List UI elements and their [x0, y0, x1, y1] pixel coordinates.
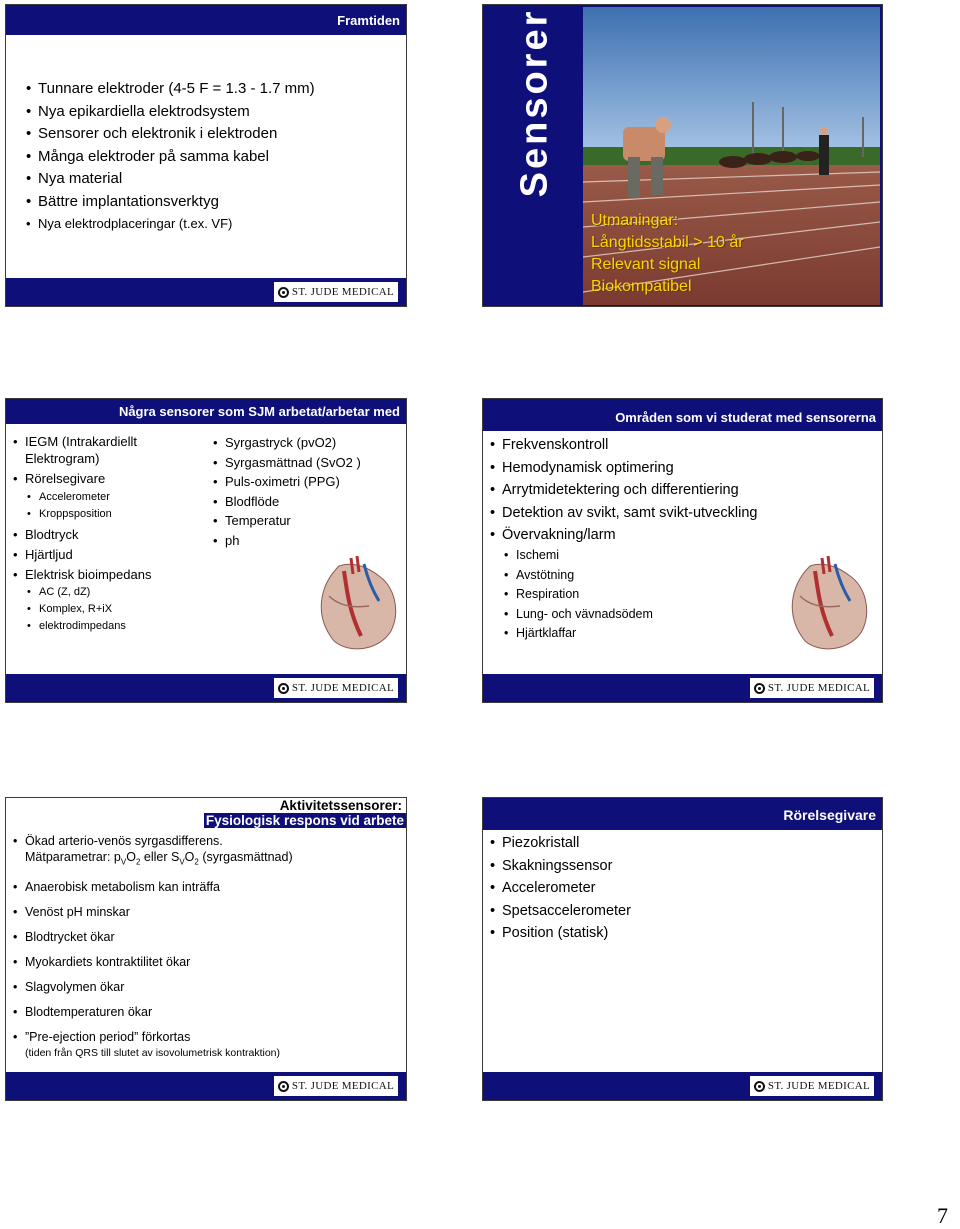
list-item	[11, 433, 151, 467]
list-item: • Anaerobisk metabolism kan inträffa	[11, 879, 293, 895]
left-bullet-list	[11, 433, 151, 635]
list-item: • Syrgasmättnad (SvO2 )	[211, 453, 361, 473]
caption-line: Långtidsstabil > 10 år	[591, 234, 744, 251]
slide-framtiden	[5, 4, 407, 307]
list-item: • Slagvolymen ökar	[11, 979, 293, 995]
text-part: eller S	[140, 850, 180, 864]
caption	[591, 210, 744, 298]
slide-title	[204, 798, 402, 828]
slide-title: Framtiden	[337, 13, 400, 28]
logo-icon	[754, 683, 765, 694]
title-line: Aktivitetssensorer:	[279, 798, 402, 813]
slide-title: Några sensorer som SJM arbetat/arbetar med	[118, 404, 400, 419]
sub-list-item: • Avstötning	[488, 566, 653, 586]
list-item: • Rörelsegivare	[11, 470, 151, 487]
vertical-title-text: Sensorer	[513, 8, 556, 198]
sub-list-item: • Kroppsposition	[11, 506, 151, 523]
list-item: • Puls-oximetri (PPG)	[211, 472, 361, 492]
logo-text: ST. JUDE MEDICAL	[767, 682, 870, 694]
slide-footer-bar	[483, 674, 882, 702]
caption-line: Utmaningar:	[591, 212, 679, 229]
sub-list-item: • Respiration	[488, 585, 653, 605]
list-item: • Elektrisk bioimpedans	[11, 566, 151, 583]
sub-list-item: • Komplex, R+iX	[11, 601, 151, 618]
text-part: 2	[194, 857, 199, 867]
list-item: • Övervakning/larm	[488, 524, 757, 547]
right-bullet-list	[211, 433, 361, 550]
title-line-text: Fysiologisk respons vid arbete	[205, 813, 404, 828]
sub-list-item: • Ischemi	[488, 546, 653, 566]
list-item: • Skakningssensor	[488, 855, 631, 878]
title-line	[204, 813, 406, 828]
list-item: • Spetsaccelerometer	[488, 900, 631, 923]
vertical-title	[491, 8, 579, 301]
list-item: • Blodtemperaturen ökar	[11, 1004, 293, 1020]
list-item: • Bättre implantationsverktyg	[24, 191, 315, 214]
slide-motion-sensors	[482, 797, 883, 1101]
list-item: • Blodflöde	[211, 492, 361, 512]
logo-text: ST. JUDE MEDICAL	[291, 682, 394, 694]
slide-title: Områden som vi studerat med sensorerna	[615, 410, 876, 425]
sub-list-item: • elektrodimpedans	[11, 618, 151, 635]
list-item: • Accelerometer	[488, 877, 631, 900]
list-item: • ph	[211, 531, 361, 551]
text-part: Mätparametrar: p	[25, 850, 121, 864]
bullet-list	[24, 78, 315, 236]
text-part: 2	[135, 857, 141, 867]
logo-text: ST. JUDE MEDICAL	[291, 286, 394, 298]
text-part: O	[184, 850, 195, 864]
list-item: • Position (statisk)	[488, 922, 631, 945]
text-part: V	[179, 857, 185, 867]
list-item: • Sensorer och elektronik i elektroden	[24, 123, 315, 146]
sub-list-item: • Hjärtklaffar	[488, 624, 653, 644]
caption-line: Biokompatibel	[591, 278, 692, 295]
list-item: • Piezokristall	[488, 832, 631, 855]
list-item: • Temperatur	[211, 511, 361, 531]
list-item-text-cont	[25, 849, 293, 871]
slide-header-bar	[483, 798, 882, 830]
list-item: • Nya material	[24, 168, 315, 191]
bullet-list	[488, 832, 631, 945]
list-item: • Blodtryck	[11, 526, 151, 543]
st-jude-logo	[274, 678, 398, 698]
slide-header-bar	[483, 399, 882, 431]
list-item: • Arrytmidetektering och differentiering	[488, 479, 757, 502]
list-item: • Nya epikardiella elektrodsystem	[24, 101, 315, 124]
slide-research-areas	[482, 398, 883, 703]
list-item: • Syrgastryck (pvO2)	[211, 433, 361, 453]
list-item-text-cont: Elektrogram)	[25, 451, 100, 466]
list-item-note: (tiden från QRS till slutet av isovolumetrisk kontraktion)	[25, 1046, 281, 1059]
list-item-text: • IEGM (Intrakardiellt	[25, 434, 137, 449]
list-item-text: • Ökad arterio-venös syrgasdifferens.	[25, 834, 223, 848]
list-item: • Hemodynamisk optimering	[488, 457, 757, 480]
sub-list-item: • Accelerometer	[11, 489, 151, 506]
page-number: 7	[937, 1203, 948, 1228]
slide-sensorer	[482, 4, 883, 307]
slide-footer-bar	[483, 1072, 882, 1100]
list-item: • Blodtrycket ökar	[11, 929, 293, 945]
heart-illustration	[309, 556, 404, 656]
caption-line: Relevant signal	[591, 256, 701, 273]
list-item	[11, 833, 293, 871]
slide-header-bar	[6, 399, 406, 424]
bullet-list	[488, 434, 757, 547]
list-item: • Venöst pH minskar	[11, 904, 293, 920]
list-item: • Nya elektrodplaceringar (t.ex. VF)	[24, 213, 315, 236]
slide-footer-bar	[6, 1072, 406, 1100]
list-item-text: • ”Pre-ejection period” förkortas	[25, 1029, 191, 1044]
sub-list-item: • AC (Z, dZ)	[11, 584, 151, 601]
logo-icon	[754, 1081, 765, 1092]
slide-footer-bar	[6, 278, 406, 306]
st-jude-logo	[274, 282, 398, 302]
logo-text: ST. JUDE MEDICAL	[767, 1080, 870, 1092]
list-item: • Tunnare elektroder (4-5 F = 1.3 - 1.7 mm)	[24, 78, 315, 101]
slide-footer-bar	[6, 674, 406, 702]
logo-icon	[278, 683, 289, 694]
slide-header-bar	[6, 5, 406, 35]
st-jude-logo	[750, 678, 874, 698]
list-item: • Frekvenskontroll	[488, 434, 757, 457]
list-item: • Myokardiets kontraktilitet ökar	[11, 954, 293, 970]
logo-icon	[278, 1081, 289, 1092]
slide-title: Rörelsegivare	[783, 807, 876, 823]
st-jude-logo	[274, 1076, 398, 1096]
list-item: • Hjärtljud	[11, 546, 151, 563]
list-item	[11, 1029, 293, 1061]
sub-list-item: • Lung- och vävnadsödem	[488, 605, 653, 625]
text-part: V	[120, 857, 127, 867]
logo-icon	[278, 287, 289, 298]
st-jude-logo	[750, 1076, 874, 1096]
heart-illustration	[780, 556, 875, 656]
text-part: (syrgasmättnad)	[198, 850, 293, 864]
logo-text: ST. JUDE MEDICAL	[291, 1080, 394, 1092]
list-item: • Många elektroder på samma kabel	[24, 146, 315, 169]
bullet-list	[11, 833, 293, 1061]
slide-activity-sensors	[5, 797, 407, 1101]
text-part: O	[126, 850, 136, 864]
list-item: • Detektion av svikt, samt svikt-utveckling	[488, 502, 757, 525]
slide-sensors-sjm	[5, 398, 407, 703]
sub-bullet-list	[488, 546, 653, 644]
